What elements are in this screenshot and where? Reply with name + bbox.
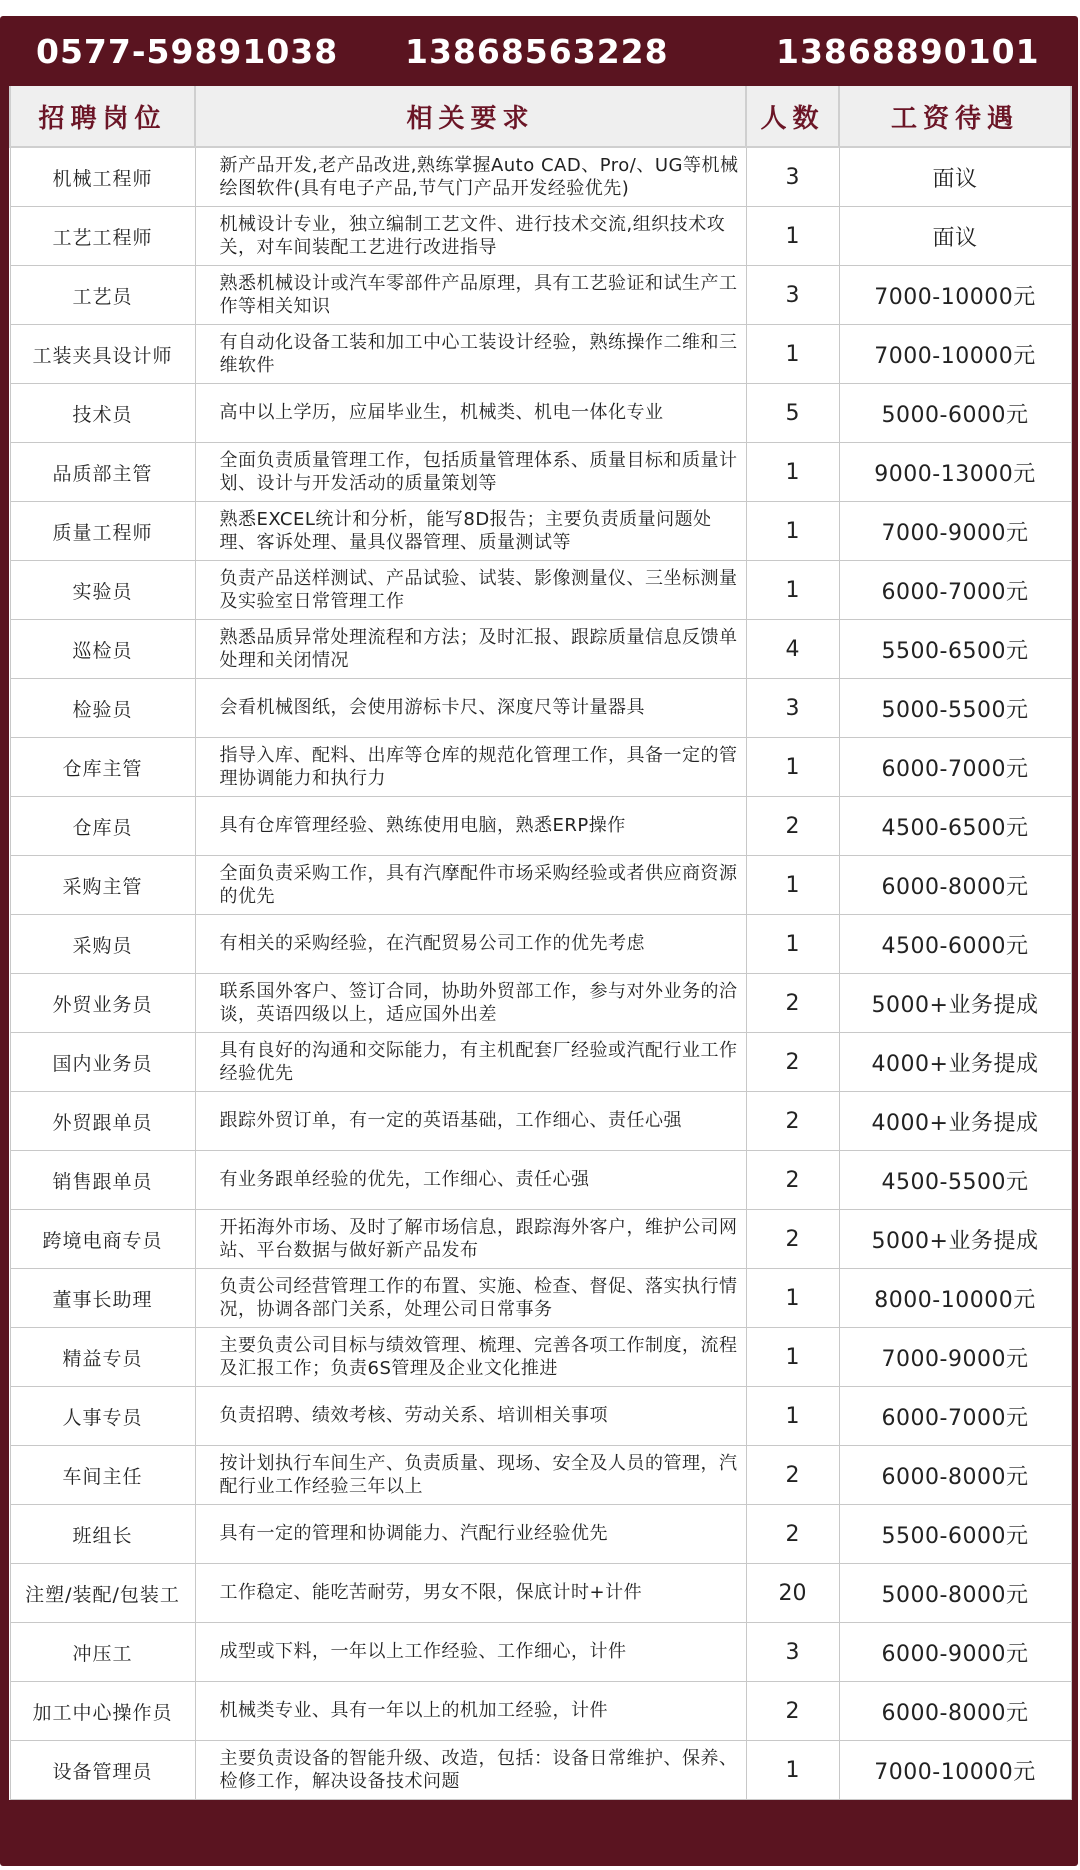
- table-row: [10, 1092, 1071, 1151]
- count-cell: 1: [746, 1269, 839, 1328]
- salary-cell: 5500-6500元: [839, 620, 1071, 679]
- job-listing-table: [9, 86, 1072, 1800]
- position-cell: 巡检员: [10, 620, 195, 679]
- position-cell: 外贸业务员: [10, 974, 195, 1033]
- requirement-cell: 机械设计专业，独立编制工艺文件、进行技术交流,组织技术攻关，对车间装配工艺进行改进指导: [195, 207, 746, 266]
- requirement-cell: 具有一定的管理和协调能力、汽配行业经验优先: [195, 1505, 746, 1564]
- table-row: [10, 974, 1071, 1033]
- table-row: [10, 443, 1071, 502]
- salary-cell: 7000-10000元: [839, 266, 1071, 325]
- table-row: [10, 1269, 1071, 1328]
- salary-cell: 6000-7000元: [839, 738, 1071, 797]
- table-row: [10, 797, 1071, 856]
- salary-cell: 面议: [839, 147, 1071, 207]
- count-cell: 3: [746, 147, 839, 207]
- count-cell: 1: [746, 915, 839, 974]
- header-count: 人数: [746, 86, 839, 147]
- requirement-cell: 联系国外客户、签订合同，协助外贸部工作，参与对外业务的洽谈，英语四级以上，适应国外出差: [195, 974, 746, 1033]
- position-cell: 采购员: [10, 915, 195, 974]
- position-cell: 质量工程师: [10, 502, 195, 561]
- table-row: [10, 1033, 1071, 1092]
- table-row: [10, 1151, 1071, 1210]
- requirement-cell: 会看机械图纸，会使用游标卡尺、深度尺等计量器具: [195, 679, 746, 738]
- table-row: [10, 1387, 1071, 1446]
- salary-cell: 4500-6000元: [839, 915, 1071, 974]
- requirement-cell: 负责招聘、绩效考核、劳动关系、培训相关事项: [195, 1387, 746, 1446]
- salary-cell: 4500-6500元: [839, 797, 1071, 856]
- position-cell: 外贸跟单员: [10, 1092, 195, 1151]
- requirement-cell: 负责公司经营管理工作的布置、实施、检查、督促、落实执行情况，协调各部门关系，处理公司日常事务: [195, 1269, 746, 1328]
- table-row: [10, 1446, 1071, 1505]
- count-cell: 1: [746, 502, 839, 561]
- table-row: [10, 325, 1071, 384]
- requirement-cell: 有自动化设备工装和加工中心工装设计经验，熟练操作二维和三维软件: [195, 325, 746, 384]
- requirement-cell: 有业务跟单经验的优先，工作细心、责任心强: [195, 1151, 746, 1210]
- salary-cell: 4000+业务提成: [839, 1033, 1071, 1092]
- count-cell: 1: [746, 443, 839, 502]
- count-cell: 1: [746, 561, 839, 620]
- requirement-cell: 主要负责设备的智能升级、改造，包括：设备日常维护、保养、检修工作，解决设备技术问题: [195, 1741, 746, 1800]
- salary-cell: 4500-5500元: [839, 1151, 1071, 1210]
- salary-cell: 7000-10000元: [839, 1741, 1071, 1800]
- count-cell: 2: [746, 974, 839, 1033]
- requirement-cell: 熟悉品质异常处理流程和方法；及时汇报、跟踪质量信息反馈单处理和关闭情况: [195, 620, 746, 679]
- position-cell: 机械工程师: [10, 147, 195, 207]
- table-row: [10, 1682, 1071, 1741]
- requirement-cell: 具有良好的沟通和交际能力，有主机配套厂经验或汽配行业工作经验优先: [195, 1033, 746, 1092]
- table-row: [10, 561, 1071, 620]
- table-row: [10, 856, 1071, 915]
- table-row: [10, 502, 1071, 561]
- salary-cell: 6000-8000元: [839, 1446, 1071, 1505]
- position-cell: 设备管理员: [10, 1741, 195, 1800]
- salary-cell: 6000-7000元: [839, 561, 1071, 620]
- count-cell: 2: [746, 1092, 839, 1151]
- table-row: [10, 1210, 1071, 1269]
- requirement-cell: 熟悉EXCEL统计和分析，能写8D报告；主要负责质量问题处理、客诉处理、量具仪器管理、质量测试等: [195, 502, 746, 561]
- salary-cell: 7000-10000元: [839, 325, 1071, 384]
- phone-number-mobile-1: 13868563228: [405, 32, 669, 71]
- table-row: [10, 915, 1071, 974]
- count-cell: 5: [746, 384, 839, 443]
- count-cell: 2: [746, 1446, 839, 1505]
- count-cell: 3: [746, 266, 839, 325]
- requirement-cell: 全面负责质量管理工作，包括质量管理体系、质量目标和质量计划、设计与开发活动的质量策划等: [195, 443, 746, 502]
- salary-cell: 5000-5500元: [839, 679, 1071, 738]
- position-cell: 注塑/装配/包装工: [10, 1564, 195, 1623]
- position-cell: 冲压工: [10, 1623, 195, 1682]
- table-row: [10, 1623, 1071, 1682]
- position-cell: 检验员: [10, 679, 195, 738]
- requirement-cell: 高中以上学历，应届毕业生，机械类、机电一体化专业: [195, 384, 746, 443]
- count-cell: 4: [746, 620, 839, 679]
- salary-cell: 6000-8000元: [839, 856, 1071, 915]
- table-row: [10, 1328, 1071, 1387]
- salary-cell: 9000-13000元: [839, 443, 1071, 502]
- requirement-cell: 按计划执行车间生产、负责质量、现场、安全及人员的管理，汽配行业工作经验三年以上: [195, 1446, 746, 1505]
- count-cell: 1: [746, 1741, 839, 1800]
- position-cell: 仓库员: [10, 797, 195, 856]
- position-cell: 工艺员: [10, 266, 195, 325]
- salary-cell: 5000+业务提成: [839, 1210, 1071, 1269]
- header-requirement: 相关要求: [195, 86, 746, 147]
- count-cell: 1: [746, 325, 839, 384]
- requirement-cell: 跟踪外贸订单，有一定的英语基础，工作细心、责任心强: [195, 1092, 746, 1151]
- position-cell: 技术员: [10, 384, 195, 443]
- requirement-cell: 熟悉机械设计或汽车零部件产品原理，具有工艺验证和试生产工作等相关知识: [195, 266, 746, 325]
- position-cell: 国内业务员: [10, 1033, 195, 1092]
- count-cell: 2: [746, 1151, 839, 1210]
- position-cell: 跨境电商专员: [10, 1210, 195, 1269]
- count-cell: 1: [746, 738, 839, 797]
- position-cell: 仓库主管: [10, 738, 195, 797]
- table-row: [10, 1505, 1071, 1564]
- count-cell: 3: [746, 679, 839, 738]
- requirement-cell: 工作稳定、能吃苦耐劳，男女不限，保底计时+计件: [195, 1564, 746, 1623]
- table-row: [10, 620, 1071, 679]
- salary-cell: 6000-7000元: [839, 1387, 1071, 1446]
- count-cell: 1: [746, 856, 839, 915]
- requirement-cell: 机械类专业、具有一年以上的机加工经验，计件: [195, 1682, 746, 1741]
- position-cell: 实验员: [10, 561, 195, 620]
- salary-cell: 5000-8000元: [839, 1564, 1071, 1623]
- table-row: [10, 207, 1071, 266]
- table-body: [10, 147, 1071, 1800]
- salary-cell: 5500-6000元: [839, 1505, 1071, 1564]
- requirement-cell: 具有仓库管理经验、熟练使用电脑，熟悉ERP操作: [195, 797, 746, 856]
- phone-bar: [10, 20, 1070, 86]
- salary-cell: 6000-9000元: [839, 1623, 1071, 1682]
- bottom-border: [9, 1862, 1070, 1866]
- position-cell: 销售跟单员: [10, 1151, 195, 1210]
- requirement-cell: 主要负责公司目标与绩效管理、梳理、完善各项工作制度，流程及汇报工作；负责6S管理及企业文化推进: [195, 1328, 746, 1387]
- requirement-cell: 开拓海外市场、及时了解市场信息，跟踪海外客户，维护公司网站、平台数据与做好新产品发布: [195, 1210, 746, 1269]
- count-cell: 2: [746, 1210, 839, 1269]
- position-cell: 车间主任: [10, 1446, 195, 1505]
- phone-number-landline: 0577-59891038: [36, 32, 339, 71]
- position-cell: 品质部主管: [10, 443, 195, 502]
- salary-cell: 面议: [839, 207, 1071, 266]
- count-cell: 20: [746, 1564, 839, 1623]
- salary-cell: 5000-6000元: [839, 384, 1071, 443]
- position-cell: 班组长: [10, 1505, 195, 1564]
- requirement-cell: 全面负责采购工作，具有汽摩配件市场采购经验或者供应商资源的优先: [195, 856, 746, 915]
- requirement-cell: 指导入库、配料、出库等仓库的规范化管理工作，具备一定的管理协调能力和执行力: [195, 738, 746, 797]
- salary-cell: 7000-9000元: [839, 1328, 1071, 1387]
- requirement-cell: 新产品开发,老产品改进,熟练掌握Auto CAD、Pro/、UG等机械绘图软件(具有电子产品,节气门产品开发经验优先): [195, 147, 746, 207]
- table-row: [10, 1741, 1071, 1800]
- position-cell: 采购主管: [10, 856, 195, 915]
- table-row: [10, 1564, 1071, 1623]
- position-cell: 精益专员: [10, 1328, 195, 1387]
- table-row: [10, 738, 1071, 797]
- table-row: [10, 384, 1071, 443]
- header-position: 招聘岗位: [10, 86, 195, 147]
- salary-cell: 8000-10000元: [839, 1269, 1071, 1328]
- salary-cell: 7000-9000元: [839, 502, 1071, 561]
- position-cell: 工艺工程师: [10, 207, 195, 266]
- count-cell: 2: [746, 1033, 839, 1092]
- count-cell: 1: [746, 207, 839, 266]
- header-salary: 工资待遇: [839, 86, 1071, 147]
- requirement-cell: 负责产品送样测试、产品试验、试装、影像测量仪、三坐标测量及实验室日常管理工作: [195, 561, 746, 620]
- table-row: [10, 147, 1071, 207]
- phone-number-mobile-2: 13868890101: [776, 32, 1040, 71]
- requirement-cell: 有相关的采购经验，在汽配贸易公司工作的优先考虑: [195, 915, 746, 974]
- count-cell: 3: [746, 1623, 839, 1682]
- table-header-row: [10, 86, 1071, 147]
- count-cell: 1: [746, 1387, 839, 1446]
- count-cell: 2: [746, 1682, 839, 1741]
- position-cell: 工装夹具设计师: [10, 325, 195, 384]
- position-cell: 董事长助理: [10, 1269, 195, 1328]
- count-cell: 1: [746, 1328, 839, 1387]
- table-row: [10, 679, 1071, 738]
- salary-cell: 4000+业务提成: [839, 1092, 1071, 1151]
- count-cell: 2: [746, 1505, 839, 1564]
- requirement-cell: 成型或下料，一年以上工作经验、工作细心，计件: [195, 1623, 746, 1682]
- salary-cell: 5000+业务提成: [839, 974, 1071, 1033]
- position-cell: 人事专员: [10, 1387, 195, 1446]
- salary-cell: 6000-8000元: [839, 1682, 1071, 1741]
- position-cell: 加工中心操作员: [10, 1682, 195, 1741]
- table-row: [10, 266, 1071, 325]
- count-cell: 2: [746, 797, 839, 856]
